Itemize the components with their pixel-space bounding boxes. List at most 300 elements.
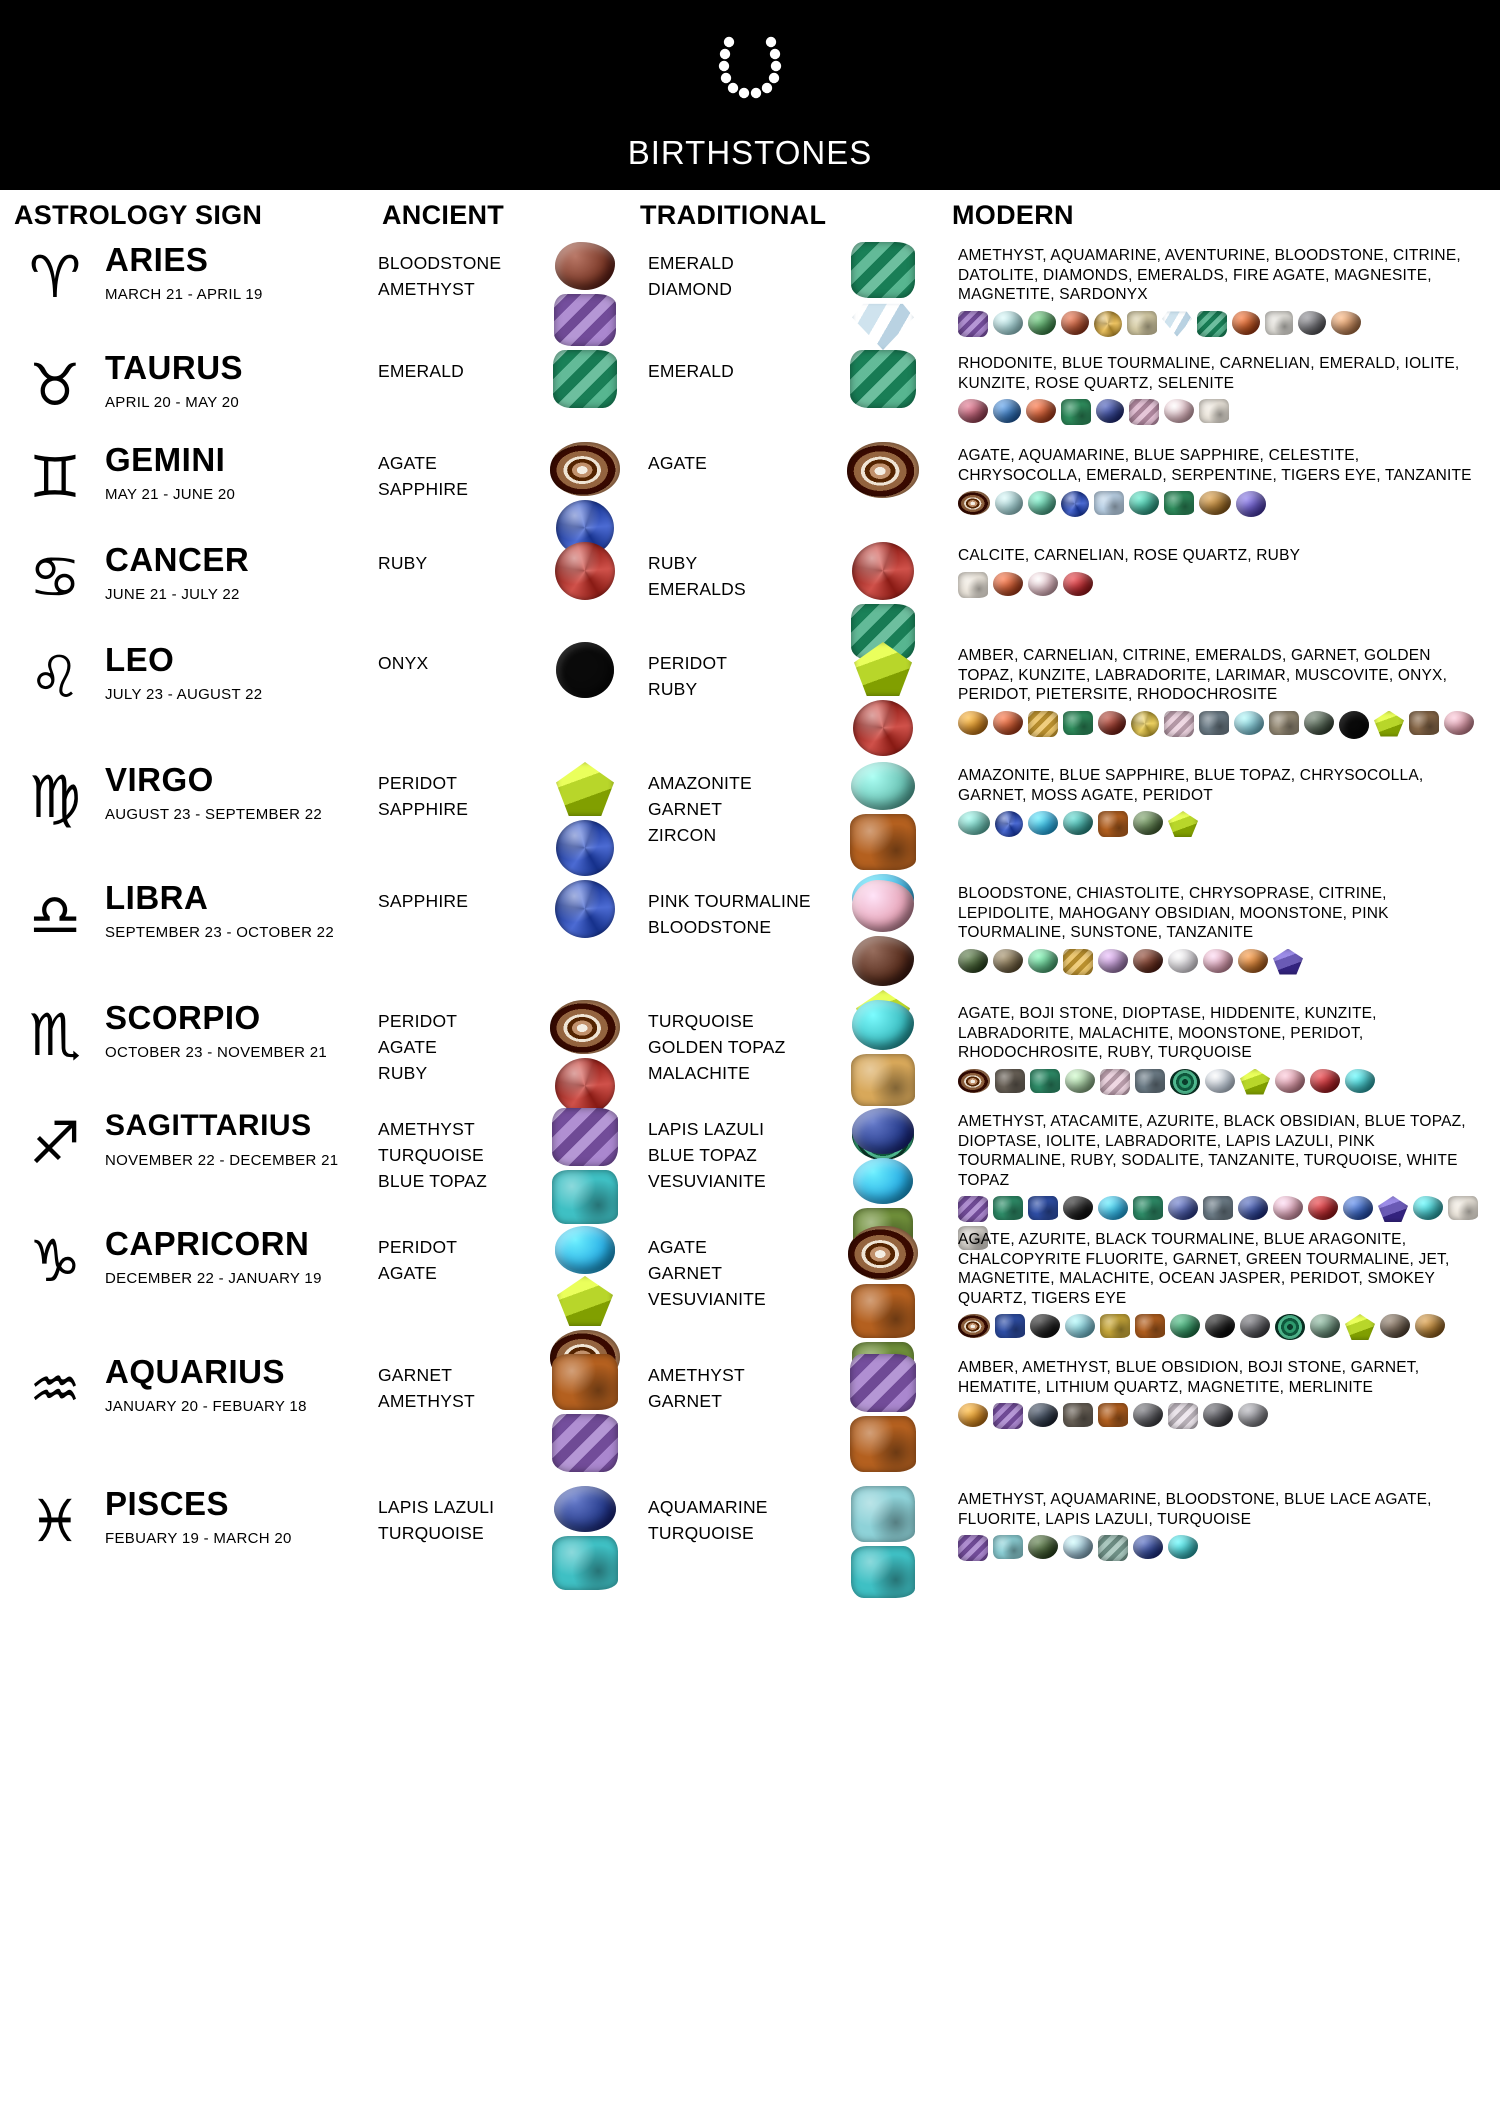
ancient-gem-images [530, 1352, 640, 1474]
gem-rock [1028, 1196, 1058, 1220]
traditional-stones-cell [648, 1116, 858, 1194]
gem-cluster [958, 311, 988, 337]
sign-name: AQUARIUS [105, 1353, 286, 1390]
sign-cell [105, 1354, 375, 1416]
zodiac-symbol-icon: ♍ [29, 763, 81, 831]
zodiac-glyph-cell [10, 351, 100, 419]
gem-rock [552, 1536, 618, 1590]
zodiac-glyph-cell [10, 643, 100, 711]
modern-gem-images [958, 811, 1478, 837]
zodiac-glyph-cell [10, 1001, 100, 1069]
gem-nugget [958, 949, 988, 973]
ancient-stone-label: SAPPHIRE [378, 799, 469, 819]
traditional-stone-label: MALACHITE [648, 1063, 750, 1083]
sign-dates: JUNE 21 - JULY 22 [105, 586, 240, 603]
modern-gem-images [958, 491, 1478, 517]
gem-rock [995, 1314, 1025, 1338]
gem-rock [851, 1546, 915, 1598]
ancient-stone-label: ONYX [378, 653, 429, 673]
gem-malachite [1170, 1069, 1200, 1095]
column-header-ancient: ANCIENT [382, 200, 505, 230]
zodiac-symbol-icon: ♈ [29, 243, 81, 311]
gem-nugget [1413, 1196, 1443, 1220]
ancient-stone-label: AMETHYST [378, 279, 475, 299]
table-row [0, 998, 1500, 1106]
gem-agate [958, 1069, 990, 1093]
gem-rock [1094, 491, 1124, 515]
traditional-stones-cell [648, 1494, 858, 1546]
gem-nugget [1098, 711, 1126, 735]
gem-point [556, 762, 614, 816]
ancient-gem-images [530, 540, 640, 602]
gem-cab [1028, 811, 1058, 835]
ancient-gem-images [530, 1484, 640, 1592]
ancient-stone-label: AMETHYST [378, 1391, 475, 1411]
gem-point [1273, 949, 1303, 975]
gem-cluster [552, 1414, 618, 1472]
gem-rock [1098, 1403, 1128, 1427]
ancient-stone-label: TURQUOISE [378, 1523, 484, 1543]
modern-gem-images [958, 949, 1478, 975]
modern-gem-images [958, 1314, 1478, 1340]
gem-nugget [1098, 949, 1128, 973]
gem-nugget [1203, 949, 1233, 973]
gem-round [852, 542, 914, 600]
zodiac-glyph-cell [10, 1227, 100, 1295]
sign-dates: NOVEMBER 22 - DECEMBER 21 [105, 1152, 339, 1169]
gem-nugget [958, 711, 988, 735]
modern-stones-cell [958, 646, 1486, 739]
modern-stone-list: AMBER, AMETHYST, BLUE OBSIDION, BOJI STONE, GARNET, HEMATITE, LITHIUM QUARTZ, MAGNETITE, MERLINITE [958, 1359, 1420, 1396]
ancient-gem-images [530, 240, 640, 348]
table-row [0, 1106, 1500, 1224]
traditional-stones-cell [648, 770, 858, 848]
gem-disc [556, 642, 614, 698]
ancient-stone-label: SAPPHIRE [378, 891, 469, 911]
ancient-gem-images [530, 878, 640, 940]
sign-name: ARIES [105, 241, 209, 278]
table-row [0, 760, 1500, 878]
birthstone-table [0, 240, 1500, 1604]
traditional-gem-images [828, 640, 938, 758]
gem-rock [1063, 711, 1093, 735]
gem-nugget [1444, 711, 1474, 735]
modern-stone-list: AGATE, AQUAMARINE, BLUE SAPPHIRE, CELESTITE, CHRYSOCOLLA, EMERALD, SERPENTINE, TIGERS EYE, TANZANITE [958, 447, 1472, 484]
gem-point [1374, 711, 1404, 737]
gem-rock [1061, 399, 1091, 425]
gem-nugget [1331, 311, 1361, 335]
traditional-stones-cell [648, 1008, 858, 1086]
gem-round [556, 820, 614, 876]
modern-stone-list: RHODONITE, BLUE TOURMALINE, CARNELIAN, EMERALD, IOLITE, KUNZITE, ROSE QUARTZ, SELENITE [958, 355, 1460, 392]
traditional-stone-label: AGATE [648, 453, 708, 473]
gem-nugget [1232, 311, 1260, 335]
gem-cab [1133, 1535, 1163, 1559]
zodiac-symbol-icon: ♊ [29, 443, 81, 511]
gem-nugget [1345, 1069, 1375, 1093]
gem-cab [1205, 1069, 1235, 1093]
sign-cell [105, 1000, 375, 1062]
gem-rock [851, 1054, 915, 1106]
page-banner [0, 0, 1500, 190]
modern-stones-cell [958, 546, 1486, 598]
modern-stones-cell [958, 1004, 1486, 1095]
traditional-stone-label: PERIDOT [648, 653, 728, 673]
sign-cell [105, 880, 375, 942]
zodiac-symbol-icon: ♉ [29, 351, 81, 419]
gem-cluster [1164, 711, 1194, 737]
gem-point [1240, 1069, 1270, 1095]
gem-cab [1168, 1196, 1198, 1220]
modern-stone-list: AMETHYST, AQUAMARINE, AVENTURINE, BLOODSTONE, CITRINE, DATOLITE, DIAMONDS, EMERALDS, FIRE AGATE, MAGNESITE, MAGNETITE, SARDONYX [958, 247, 1461, 303]
page-title: BIRTHSTONES [627, 134, 873, 171]
modern-stone-list: CALCITE, CARNELIAN, ROSE QUARTZ, RUBY [958, 547, 1301, 564]
gem-cab [1234, 711, 1264, 735]
modern-stone-list: BLOODSTONE, CHIASTOLITE, CHRYSOPRASE, CITRINE, LEPIDOLITE, MAHOGANY OBSIDIAN, MOONSTONE, PINK TOURMALINE, SUNSTONE, TANZANITE [958, 885, 1389, 941]
modern-stones-cell [958, 766, 1486, 837]
sign-name: LEO [105, 641, 175, 678]
gem-nugget [1273, 1196, 1303, 1220]
traditional-gem-images [828, 1352, 938, 1474]
gem-rock [850, 1416, 916, 1472]
gem-rock [1100, 1314, 1130, 1338]
traditional-stone-label: AMAZONITE [648, 773, 752, 793]
zodiac-glyph-cell [10, 1487, 100, 1555]
traditional-gem-images [828, 1484, 938, 1600]
gem-nugget [1164, 399, 1194, 423]
gem-cluster [1129, 399, 1159, 425]
gem-cluster [553, 350, 617, 408]
gem-nugget [1168, 1535, 1198, 1559]
traditional-stone-label: BLUE TOPAZ [648, 1145, 757, 1165]
gem-rock [1135, 1314, 1165, 1338]
sign-dates: DECEMBER 22 - JANUARY 19 [105, 1270, 322, 1287]
traditional-stone-label: LAPIS LAZULI [648, 1119, 765, 1139]
traditional-stone-label: BLOODSTONE [648, 917, 772, 937]
zodiac-symbol-icon: ♏ [29, 1001, 81, 1069]
modern-stones-cell [958, 1490, 1486, 1561]
gem-nugget [1205, 1314, 1235, 1338]
gem-rock [993, 1535, 1023, 1559]
ancient-stone-label: AGATE [378, 453, 438, 473]
gem-rock [1063, 1403, 1093, 1427]
traditional-stones-cell [648, 1362, 858, 1414]
gem-cluster [1197, 311, 1227, 337]
ancient-stone-label: EMERALD [378, 361, 465, 381]
gem-round [555, 542, 615, 600]
gem-cluster [958, 1196, 988, 1222]
gem-cab [958, 811, 990, 835]
traditional-stone-label: RUBY [648, 679, 698, 699]
traditional-gem-images [828, 440, 938, 500]
gem-point [1168, 811, 1198, 837]
traditional-stone-label: VESUVIANITE [648, 1289, 766, 1309]
gem-cab [1343, 1196, 1373, 1220]
ancient-stone-label: RUBY [378, 1063, 428, 1083]
gem-agate [958, 1314, 990, 1338]
gem-cab [1238, 1196, 1268, 1220]
gem-nugget [1028, 572, 1058, 596]
traditional-stone-label: GOLDEN TOPAZ [648, 1037, 786, 1057]
gem-nugget [852, 880, 914, 932]
column-header-modern: MODERN [952, 200, 1074, 230]
gem-cluster [958, 1535, 988, 1561]
traditional-stones-cell [648, 550, 858, 602]
gem-rock [1127, 311, 1157, 335]
gem-rock [1448, 1196, 1478, 1220]
sign-dates: FEBUARY 19 - MARCH 20 [105, 1530, 292, 1547]
gem-diamond [852, 302, 914, 350]
sign-name: GEMINI [105, 441, 226, 478]
gem-rock [1133, 1196, 1163, 1220]
gem-cluster [850, 350, 916, 408]
zodiac-symbol-icon: ♐ [29, 1109, 81, 1177]
gem-rock [1199, 711, 1229, 735]
table-row [0, 348, 1500, 440]
gem-rock [993, 1196, 1023, 1220]
table-row [0, 640, 1500, 760]
gem-cab [1065, 1314, 1095, 1338]
gem-nugget [1030, 1314, 1060, 1338]
sign-name: PISCES [105, 1485, 230, 1522]
modern-stones-cell [958, 884, 1486, 975]
gem-agate [847, 442, 919, 498]
gem-nugget [1133, 811, 1163, 835]
gem-round [555, 880, 615, 938]
gem-nugget [993, 572, 1023, 596]
sign-name: CAPRICORN [105, 1225, 310, 1262]
traditional-stone-label: ZIRCON [648, 825, 717, 845]
gem-nugget [1238, 949, 1268, 973]
gem-nugget [852, 936, 914, 986]
gem-nugget [1026, 399, 1056, 423]
column-header-traditional: TRADITIONAL [640, 200, 827, 230]
gem-cluster [851, 242, 915, 298]
sign-name: LIBRA [105, 879, 209, 916]
traditional-stone-label: PINK TOURMALINE [648, 891, 811, 911]
gem-cab [1168, 949, 1198, 973]
gem-rock [1135, 1069, 1165, 1093]
zodiac-symbol-icon: ♌ [29, 643, 81, 711]
gem-nugget [1129, 491, 1159, 515]
gem-rock [851, 1486, 915, 1542]
modern-gem-images [958, 1069, 1478, 1095]
gem-nugget [1275, 1069, 1305, 1093]
gem-cluster [850, 1354, 916, 1412]
zodiac-symbol-icon: ♎ [29, 881, 81, 949]
gem-cluster [554, 294, 616, 346]
gem-nugget [555, 242, 615, 290]
sign-dates: MAY 21 - JUNE 20 [105, 486, 236, 503]
modern-stone-list: AMETHYST, ATACAMITE, AZURITE, BLACK OBSIDIAN, BLUE TOPAZ, DIOPTASE, IOLITE, LABRADORITE, LAPIS LAZULI, PINK TOURMALINE, RUBY, SODALITE, TANZANITE, TURQUOISE, WHITE TOPAZ [958, 1113, 1466, 1189]
gem-nugget [1028, 1535, 1058, 1559]
traditional-stone-label: TURQUOISE [648, 1011, 754, 1031]
gem-nugget [1063, 1196, 1093, 1220]
modern-stones-cell [958, 246, 1486, 337]
gem-agate [550, 1000, 620, 1054]
traditional-stone-label: GARNET [648, 799, 723, 819]
gem-disc [1339, 711, 1369, 739]
gem-nugget [1063, 1535, 1093, 1559]
zodiac-symbol-icon: ♋ [29, 543, 81, 611]
gem-nugget [852, 1000, 914, 1050]
pearl-necklace-icon [705, 34, 795, 104]
traditional-stone-label: RUBY [648, 553, 698, 573]
gem-nugget [1028, 491, 1056, 515]
traditional-stone-label: AQUAMARINE [648, 1497, 768, 1517]
modern-gem-images [958, 572, 1478, 598]
sign-name: TAURUS [105, 349, 244, 386]
traditional-stones-cell [648, 650, 858, 702]
gem-nugget [1310, 1069, 1340, 1093]
table-row [0, 1352, 1500, 1484]
gem-nugget [1065, 1069, 1095, 1093]
gem-round [1094, 311, 1122, 337]
gem-rock [1030, 1069, 1060, 1093]
gem-nugget [993, 949, 1023, 973]
sign-cell [105, 1486, 375, 1548]
table-row [0, 440, 1500, 540]
ancient-stone-label: BLOODSTONE [378, 253, 502, 273]
column-header-row [0, 190, 1500, 240]
sign-name: CANCER [105, 541, 250, 578]
gem-round [1061, 491, 1089, 517]
gem-point [854, 642, 912, 696]
table-row [0, 240, 1500, 348]
gem-nugget [1133, 949, 1163, 973]
gem-nugget [958, 1403, 988, 1427]
traditional-stone-label: EMERALD [648, 361, 735, 381]
traditional-stones-cell [648, 1234, 858, 1312]
gem-nugget [1096, 399, 1124, 423]
sign-dates: APRIL 20 - MAY 20 [105, 394, 240, 411]
column-header-sign: ASTROLOGY SIGN [14, 200, 263, 230]
gem-nugget [1028, 311, 1056, 335]
traditional-stone-label: EMERALDS [648, 579, 746, 599]
sign-cell [105, 442, 375, 504]
modern-stone-list: AGATE, AZURITE, BLACK TOURMALINE, BLUE ARAGONITE, CHALCOPYRITE FLUORITE, GARNET, GREEN TOURMALINE, JET, MAGNETITE, MALACHITE, OCEAN JASPER, PERIDOT, SMOKEY QUARTZ, TIGERS EYE [958, 1231, 1450, 1307]
traditional-gem-images [828, 348, 938, 410]
modern-stones-cell [958, 354, 1486, 425]
traditional-stone-label: VESUVIANITE [648, 1171, 766, 1191]
modern-stone-list: AGATE, BOJI STONE, DIOPTASE, HIDDENITE, KUNZITE, LABRADORITE, MALACHITE, MOONSTONE, PERIDOT, RHODOCHROSITE, RUBY, TURQUOISE [958, 1005, 1377, 1061]
ancient-gem-images [530, 998, 640, 1116]
sign-cell [105, 350, 375, 412]
ancient-stone-label: AGATE [378, 1037, 438, 1057]
gem-nugget [1028, 949, 1058, 973]
gem-rock [1098, 811, 1128, 837]
ancient-stone-label: LAPIS LAZULI [378, 1497, 495, 1517]
gem-point [557, 1276, 613, 1326]
table-row [0, 540, 1500, 640]
zodiac-glyph-cell [10, 543, 100, 611]
gem-nugget [1063, 572, 1093, 596]
zodiac-symbol-icon: ♒ [29, 1355, 81, 1423]
gem-nugget [1304, 711, 1334, 735]
gem-cab [851, 762, 915, 810]
ancient-stone-label: PERIDOT [378, 773, 458, 793]
sign-dates: AUGUST 23 - SEPTEMBER 22 [105, 806, 322, 823]
traditional-stone-label: AGATE [648, 1237, 708, 1257]
gem-cab [1098, 1196, 1128, 1220]
ancient-stone-label: TURQUOISE [378, 1145, 484, 1165]
zodiac-glyph-cell [10, 243, 100, 311]
gem-malachite [1275, 1314, 1305, 1340]
gem-nugget [1310, 1314, 1340, 1338]
modern-stones-cell [958, 446, 1486, 517]
ancient-gem-images [530, 348, 640, 410]
gem-nugget [1415, 1314, 1445, 1338]
gem-agate [550, 442, 620, 496]
gem-rock [1269, 711, 1299, 735]
traditional-stones-cell [648, 358, 858, 384]
modern-stones-cell [958, 1358, 1486, 1429]
gem-cab [993, 399, 1021, 423]
ancient-stone-label: BLUE TOPAZ [378, 1171, 487, 1191]
gem-cluster [1098, 1535, 1128, 1561]
gem-cab [995, 491, 1023, 515]
gem-rock [1203, 1196, 1233, 1220]
sign-cell [105, 1108, 375, 1170]
gem-rock [1199, 399, 1229, 423]
gem-nugget [1203, 1403, 1233, 1427]
gem-rock [1164, 491, 1194, 515]
traditional-stones-cell [648, 888, 858, 940]
traditional-stone-label: AMETHYST [648, 1365, 745, 1385]
traditional-stone-label: EMERALD [648, 253, 735, 273]
zodiac-glyph-cell [10, 1109, 100, 1177]
sign-dates: JULY 23 - AUGUST 22 [105, 686, 263, 703]
gem-nugget [958, 399, 988, 423]
modern-gem-images [958, 311, 1478, 337]
zodiac-glyph-cell [10, 1355, 100, 1423]
sign-dates: JANUARY 20 - FEBUARY 18 [105, 1398, 307, 1415]
gem-rock [552, 1354, 618, 1410]
gem-cluster [1028, 711, 1058, 737]
zodiac-symbol-icon: ♑ [29, 1227, 81, 1295]
gem-rock [958, 572, 988, 598]
gem-point [1378, 1196, 1408, 1222]
ancient-stone-label: AMETHYST [378, 1119, 475, 1139]
gem-cluster [552, 1108, 618, 1166]
gem-cluster [1063, 949, 1093, 975]
gem-agate [958, 491, 990, 515]
gem-cab [852, 1108, 914, 1154]
gem-cab [555, 1226, 615, 1272]
ancient-stone-label: PERIDOT [378, 1011, 458, 1031]
gem-nugget [1063, 811, 1093, 835]
gem-nugget [1240, 1314, 1270, 1338]
table-row [0, 1224, 1500, 1352]
gem-nugget [1199, 491, 1231, 515]
traditional-stones-cell [648, 250, 858, 302]
ancient-gem-images [530, 640, 640, 700]
zodiac-glyph-cell [10, 443, 100, 511]
modern-stone-list: AMBER, CARNELIAN, CITRINE, EMERALDS, GARNET, GOLDEN TOPAZ, KUNZITE, LABRADORITE, LARIMAR, MUSCOVITE, ONYX, PERIDOT, PIETERSITE, RHODOCHROSITE [958, 647, 1448, 703]
sign-dates: MARCH 21 - APRIL 19 [105, 286, 263, 303]
gem-nugget [1298, 311, 1326, 335]
gem-nugget [1061, 311, 1089, 335]
gem-round [1131, 711, 1159, 737]
sign-name: SCORPIO [105, 999, 261, 1036]
gem-cluster [1100, 1069, 1130, 1095]
gem-rock [1265, 311, 1293, 335]
gem-point [1345, 1314, 1375, 1340]
gem-nugget [1133, 1403, 1163, 1427]
gem-nugget [1308, 1196, 1338, 1220]
gem-cluster [993, 1403, 1023, 1429]
gem-rock [552, 1170, 618, 1224]
